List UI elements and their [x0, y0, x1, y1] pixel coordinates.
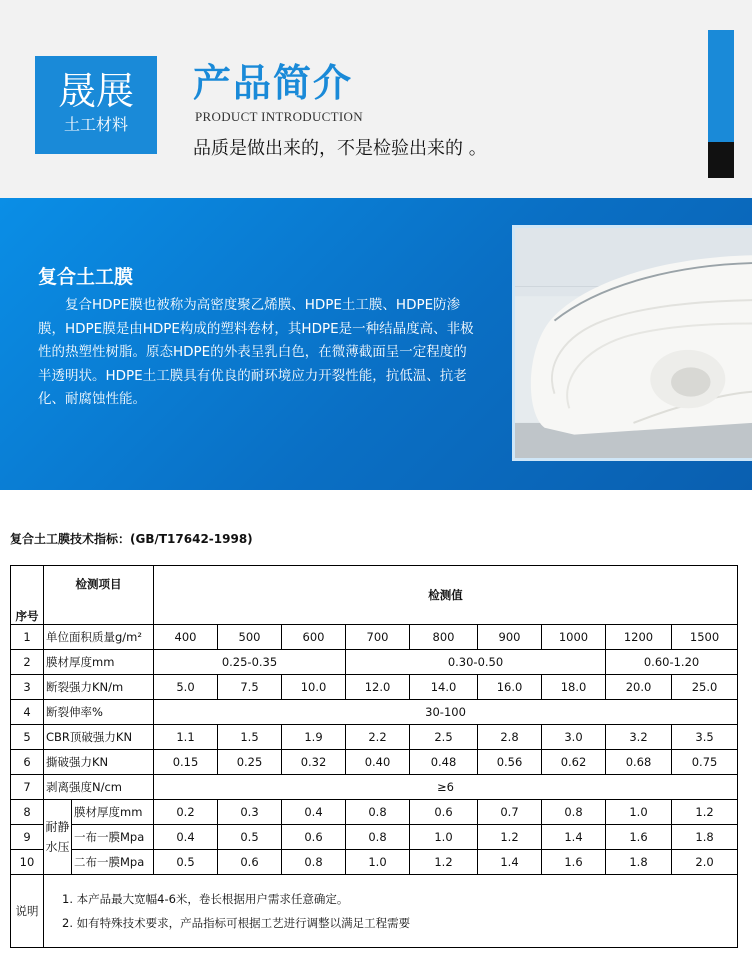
cell-value: 14.0: [410, 675, 478, 700]
cell-value: 700: [346, 625, 410, 650]
cell-value: 0.25: [218, 750, 282, 775]
row-no: 1: [11, 625, 44, 650]
spec-title: 复合土工膜技术指标：(GB/T17642-1998): [10, 532, 253, 546]
cell-value: 1.4: [542, 825, 606, 850]
row-item: CBR顶破强力KN: [44, 725, 154, 750]
cell-value: 1000: [542, 625, 606, 650]
cell-value: 900: [478, 625, 542, 650]
row-no: 3: [11, 675, 44, 700]
notes-cell: [44, 875, 738, 948]
section-subtitle: PRODUCT INTRODUCTION: [195, 109, 363, 124]
cell-value: 1.6: [542, 850, 606, 875]
cell-value: 18.0: [542, 675, 606, 700]
row-no: 2: [11, 650, 44, 675]
cell-value: 1.6: [606, 825, 672, 850]
cell-value: 0.60-1.20: [606, 650, 738, 675]
cell-value: 2.8: [478, 725, 542, 750]
cell-value: 1.0: [606, 800, 672, 825]
cell-value: 0.15: [154, 750, 218, 775]
cell-value: 7.5: [218, 675, 282, 700]
cell-value: 600: [282, 625, 346, 650]
cell-value: 1.4: [478, 850, 542, 875]
row-no: 5: [11, 725, 44, 750]
row-sub-item: 膜材厚度mm: [72, 800, 154, 825]
cell-value: 1500: [672, 625, 738, 650]
notes-row: [11, 875, 738, 948]
product-description: 复合HDPE膜也被称为高密度聚乙烯膜、HDPE土工膜、HDPE防渗膜，HDPE膜是由HDPE构成的塑料卷材，其HDPE是一种结晶度高、非极性的热塑性树脂。原态HDPE的外表呈乳白色，在微薄截面呈一定程度的半透明状。HDPE土工膜具有优良的耐环境应力开裂性能，抗低温、抗老化、耐腐蚀性能。: [38, 297, 474, 407]
row-no: 10: [11, 850, 44, 875]
section-title: 产品简介: [193, 61, 354, 105]
cell-value: 3.5: [672, 725, 738, 750]
cell-value: 20.0: [606, 675, 672, 700]
cell-value: 0.62: [542, 750, 606, 775]
cell-value: 0.7: [478, 800, 542, 825]
row-no: 8: [11, 800, 44, 825]
spec-table: [10, 565, 738, 948]
cell-value: 0.40: [346, 750, 410, 775]
cell-value: 0.8: [542, 800, 606, 825]
cell-value: 2.2: [346, 725, 410, 750]
row-item: 剥离强度N/cm: [44, 775, 154, 800]
row-item: 膜材厚度mm: [44, 650, 154, 675]
cell-value: 1.0: [346, 850, 410, 875]
row-sub-item: 一布一膜Mpa: [72, 825, 154, 850]
cell-value: 1.1: [154, 725, 218, 750]
row-item: 断裂强力KN/m: [44, 675, 154, 700]
cell-value: 3.2: [606, 725, 672, 750]
cell-value: 30-100: [154, 700, 738, 725]
table-row: [11, 675, 738, 700]
table-row: [11, 625, 738, 650]
note-label: 说明: [11, 875, 44, 948]
table-row: [11, 800, 738, 825]
table-row: [11, 825, 738, 850]
logo-main-text: 晟展: [57, 69, 134, 113]
cell-value: 0.8: [346, 800, 410, 825]
cell-value: 0.6: [282, 825, 346, 850]
cell-value: 0.8: [346, 825, 410, 850]
note-line: 2. 如有特殊技术要求，产品指标可根据工艺进行调整以满足工程需要: [62, 916, 411, 930]
product-name: 复合土工膜: [38, 266, 134, 288]
note-line: 1. 本产品最大宽幅4-6米，卷长根据用户需求任意确定。: [62, 892, 349, 906]
row-no: 6: [11, 750, 44, 775]
brand-logo[interactable]: [35, 56, 157, 154]
header: [0, 0, 752, 198]
logo-sub-text: 土工材料: [63, 115, 128, 134]
cell-value: 3.0: [542, 725, 606, 750]
cell-value: 0.6: [410, 800, 478, 825]
cell-value: 0.5: [218, 825, 282, 850]
cell-value: 1.2: [478, 825, 542, 850]
row-item: 撕破强力KN: [44, 750, 154, 775]
cell-value: 1200: [606, 625, 672, 650]
cell-value: 16.0: [478, 675, 542, 700]
accent-bar-blue: [708, 30, 734, 142]
product-roll-image: [512, 225, 752, 461]
cell-value: 0.6: [218, 850, 282, 875]
cell-value: 0.8: [282, 850, 346, 875]
accent-bar-black: [708, 142, 734, 178]
cell-value: 1.0: [410, 825, 478, 850]
header-item: 检测项目: [44, 566, 154, 625]
cell-value: 25.0: [672, 675, 738, 700]
cell-value: 1.8: [672, 825, 738, 850]
slogan: 品质是做出来的，不是检验出来的 。: [193, 138, 487, 159]
row-item: 单位面积质量g/m²: [44, 625, 154, 650]
cell-value: 0.75: [672, 750, 738, 775]
cell-value: 0.2: [154, 800, 218, 825]
group-label: 耐静水压: [44, 800, 72, 875]
cell-value: 2.5: [410, 725, 478, 750]
cell-value: ≥6: [154, 775, 738, 800]
table-header-row: [11, 566, 738, 625]
row-no: 4: [11, 700, 44, 725]
cell-value: 1.2: [410, 850, 478, 875]
cell-value: 5.0: [154, 675, 218, 700]
table-row: [11, 700, 738, 725]
cell-value: 10.0: [282, 675, 346, 700]
table-row: [11, 775, 738, 800]
cell-value: 0.4: [282, 800, 346, 825]
cell-value: 1.8: [606, 850, 672, 875]
cell-value: 0.3: [218, 800, 282, 825]
cell-value: 12.0: [346, 675, 410, 700]
table-row: [11, 650, 738, 675]
row-sub-item: 二布一膜Mpa: [72, 850, 154, 875]
cell-value: 1.9: [282, 725, 346, 750]
table-row: [11, 750, 738, 775]
cell-value: 0.30-0.50: [346, 650, 606, 675]
row-no: 9: [11, 825, 44, 850]
cell-value: 0.48: [410, 750, 478, 775]
cell-value: 0.25-0.35: [154, 650, 346, 675]
cell-value: 0.4: [154, 825, 218, 850]
header-value: 检测值: [154, 566, 738, 625]
header-no: 序号: [11, 566, 44, 625]
cell-value: 500: [218, 625, 282, 650]
cell-value: 1.2: [672, 800, 738, 825]
cell-value: 1.5: [218, 725, 282, 750]
geomembrane-roll-illustration: [515, 228, 752, 458]
cell-value: 0.68: [606, 750, 672, 775]
cell-value: 0.56: [478, 750, 542, 775]
table-row: [11, 850, 738, 875]
row-no: 7: [11, 775, 44, 800]
product-intro-band: [0, 198, 752, 490]
cell-value: 800: [410, 625, 478, 650]
cell-value: 2.0: [672, 850, 738, 875]
table-row: [11, 725, 738, 750]
cell-value: 400: [154, 625, 218, 650]
cell-value: 0.32: [282, 750, 346, 775]
row-item: 断裂伸率%: [44, 700, 154, 725]
cell-value: 0.5: [154, 850, 218, 875]
